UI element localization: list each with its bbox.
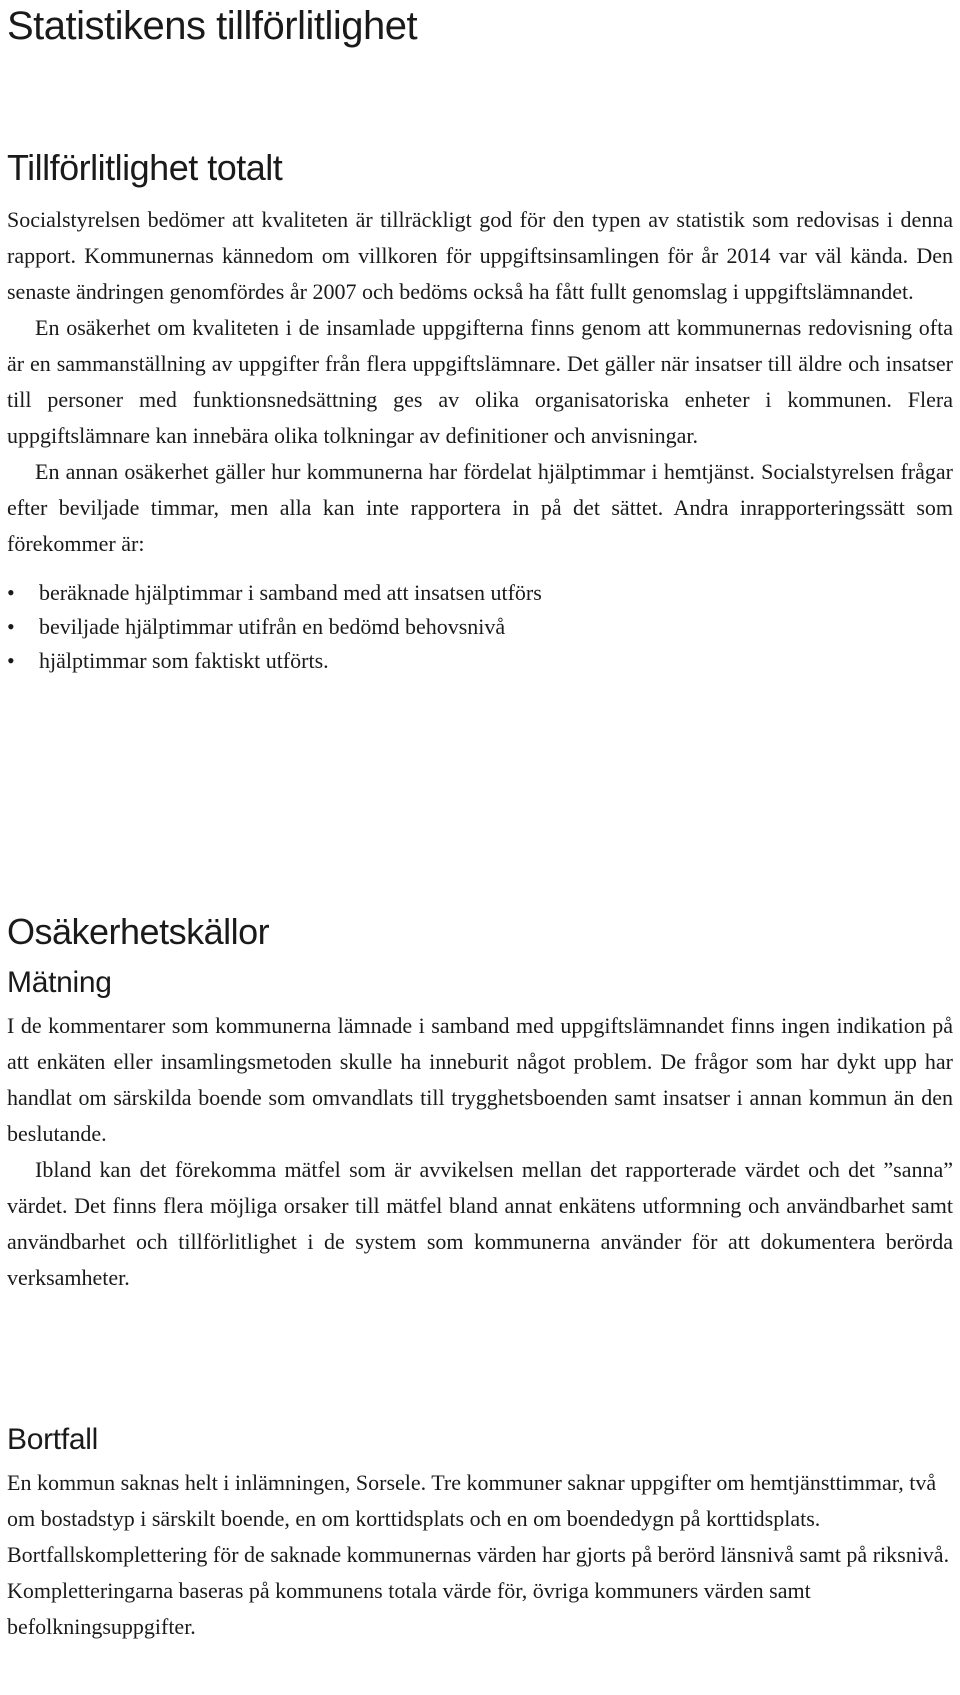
subsection-nonresponse: [7, 1423, 953, 1645]
section-heading-reliability-overall: Tillförlitlighet totalt: [7, 147, 283, 188]
paragraph: En kommun saknas helt i inlämningen, Sorsele. Tre kommuner saknar uppgifter om hemtjänsttimmar, två om bostadstyp i särskilt boende, en om korttidsplats och en om boendedygn på korttidsplats. Bortfallskomplettering för de saknade kommunernas värden har gjorts på berörd länsnivå samt på riksnivå. Kompletteringarna baseras på kommunens totala värde för, övriga kommuners värden samt befolkningsuppgifter.: [7, 1470, 950, 1639]
document-title: Statistikens tillförlitlighet: [7, 4, 418, 48]
bullet-icon: •: [7, 648, 15, 673]
section-reliability-overall: [7, 148, 953, 678]
section-uncertainty-sources: [7, 912, 953, 1296]
paragraph: Socialstyrelsen bedömer att kvaliteten är tillräckligt god för den typen av statistik som redovisas i denna rapport. Kommunernas kännedom om villkoren för uppgiftsinsamlingen för år 2014 var väl kända. Den senaste ändringen genomfördes år 2007 och bedöms också ha fått fullt genomslag i uppgiftslämnandet.: [7, 207, 953, 304]
bullet-icon: •: [7, 614, 15, 639]
paragraph: I de kommentarer som kommunerna lämnade i samband med uppgiftslämnandet finns ingen indikation på att enkäten eller insamlingsmetoden skulle ha inneburit något problem. De frågor som har dykt upp har handlat om särskilda boende som omvandlats till trygghetsboenden samt insatser i annan kommun än den beslutande.: [7, 1013, 953, 1146]
section-heading-uncertainty-sources: Osäkerhetskällor: [7, 911, 270, 952]
paragraph: Ibland kan det förekomma mätfel som är avvikelsen mellan det rapporterade värdet och det ”sanna” värdet. Det finns flera möjliga orsaker till mätfel bland annat enkätens utformning och användbarhet samt användbarhet och tillförlitlighet i de system som kommunerna använder för att dokumentera berörda verksamheter.: [7, 1157, 953, 1290]
list-item-text: hjälptimmar som faktiskt utförts.: [39, 648, 329, 673]
list-item-text: beräknade hjälptimmar i samband med att insatsen utförs: [39, 580, 542, 605]
bullet-icon: •: [7, 580, 15, 605]
subsection-heading-nonresponse: Bortfall: [7, 1423, 98, 1456]
subsection-heading-measurement: Mätning: [7, 966, 112, 999]
list-item-text: beviljade hjälptimmar utifrån en bedömd behovsnivå: [39, 614, 506, 639]
paragraph: En osäkerhet om kvaliteten i de insamlade uppgifterna finns genom att kommunernas redovisning ofta är en sammanställning av uppgifter från flera uppgiftslämnare. Det gäller när insatser till äldre och insatser till personer med funktionsnedsättning ges av olika organisatoriska enheter i kommunen. Flera uppgiftslämnare kan innebära olika tolkningar av definitioner och anvisningar.: [7, 315, 953, 448]
bullet-list: [7, 576, 953, 678]
paragraph: En annan osäkerhet gäller hur kommunerna har fördelat hjälptimmar i hemtjänst. Socialstyrelsen frågar efter beviljade timmar, men alla kan inte rapportera in på det sättet. Andra inrapporteringssätt som förekommer är:: [7, 459, 953, 556]
list-item: [7, 576, 953, 610]
list-item: [7, 610, 953, 644]
list-item: [7, 644, 953, 678]
